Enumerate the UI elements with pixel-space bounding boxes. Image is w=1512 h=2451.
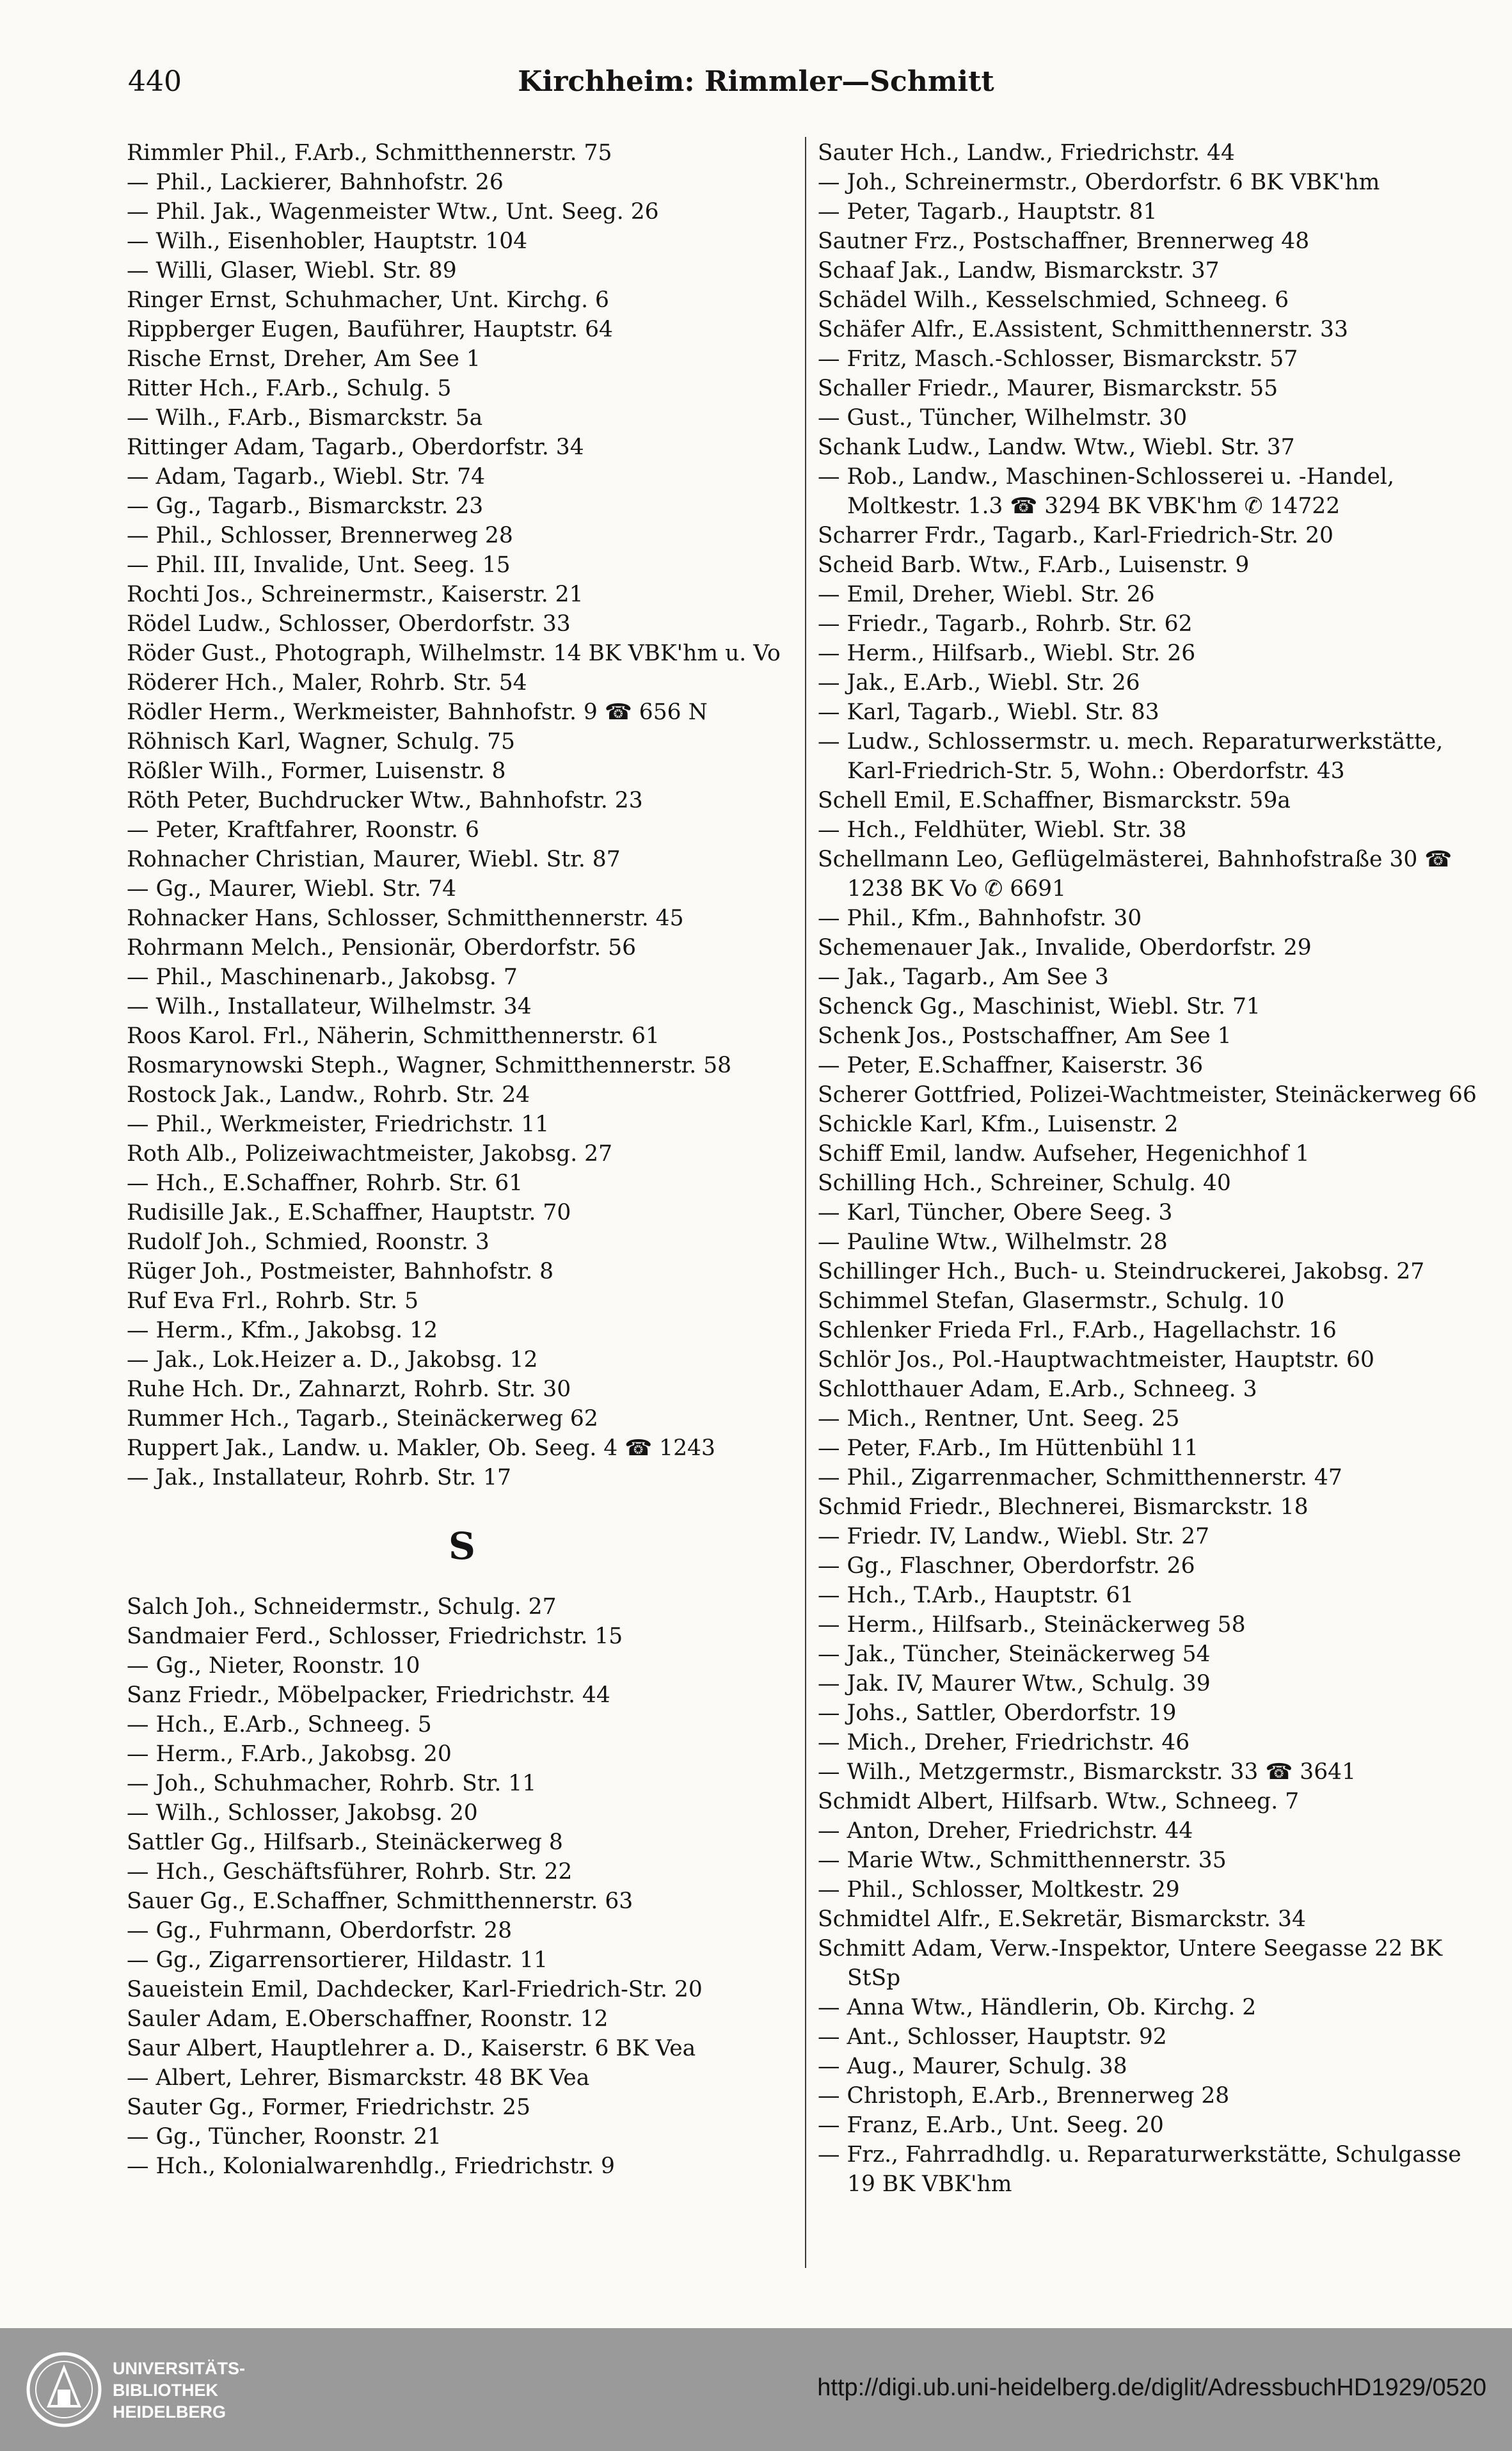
directory-entry: Schellmann Leo, Geflügelmästerei, Bahnhofstraße 30 ☎ 1238 BK Vo ✆ 6691 — [818, 847, 1452, 902]
directory-entry: Roos Karol. Frl., Näherin, Schmitthennerstr. 61 — [127, 1023, 660, 1049]
directory-entry: — Jak., Lok.Heizer a. D., Jakobsg. 12 — [127, 1347, 538, 1373]
directory-entry: — Adam, Tagarb., Wiebl. Str. 74 — [127, 464, 486, 490]
directory-entry: Rödler Herm., Werkmeister, Bahnhofstr. 9 ☎ 656 N — [127, 699, 708, 725]
directory-entry: — Rob., Landw., Maschinen-Schlosserei u. -Handel, Moltkestr. 1.3 ☎ 3294 BK VBK'hm ✆ 14722 — [818, 464, 1394, 519]
directory-entry: Schlotthauer Adam, E.Arb., Schneeg. 3 — [818, 1377, 1257, 1402]
directory-entry: Rippberger Eugen, Bauführer, Hauptstr. 64 — [127, 317, 614, 342]
directory-entry: — Hch., Geschäftsführer, Rohrb. Str. 22 — [127, 1859, 573, 1885]
directory-entry: — Gg., Flaschner, Oberdorfstr. 26 — [818, 1553, 1195, 1579]
directory-entry: — Jak., Tagarb., Am See 3 — [818, 964, 1109, 990]
directory-entry: — Johs., Sattler, Oberdorfstr. 19 — [818, 1700, 1177, 1726]
directory-entry: — Wilh., Metzgermstr., Bismarckstr. 33 ☎ 3641 — [818, 1759, 1357, 1785]
directory-entry: Schilling Hch., Schreiner, Schulg. 40 — [818, 1170, 1231, 1196]
directory-entry: Saueistein Emil, Dachdecker, Karl-Friedrich-Str. 20 — [127, 1977, 703, 2002]
running-head: Kirchheim: Rimmler—Schmitt — [518, 65, 994, 98]
directory-entry: Ritter Hch., F.Arb., Schulg. 5 — [127, 376, 452, 401]
page-header — [0, 65, 1512, 116]
directory-entry: Schank Ludw., Landw. Wtw., Wiebl. Str. 37 — [818, 435, 1295, 460]
directory-entry: Sauer Gg., E.Schaffner, Schmitthennerstr. 63 — [127, 1888, 633, 1914]
directory-entry: — Hch., Kolonialwarenhdlg., Friedrichstr. 9 — [127, 2153, 616, 2179]
directory-entry: — Gg., Fuhrmann, Oberdorfstr. 28 — [127, 1918, 513, 1944]
directory-entry: Rosmarynowski Steph., Wagner, Schmitthennerstr. 58 — [127, 1053, 732, 1078]
directory-entry: — Anton, Dreher, Friedrichstr. 44 — [818, 1818, 1193, 1844]
directory-entry: — Frz., Fahrradhdlg. u. Reparaturwerkstätte, Schulgasse 19 BK VBK'hm — [818, 2142, 1461, 2197]
directory-entry: — Phil., Schlosser, Moltkestr. 29 — [818, 1877, 1180, 1903]
directory-entry: — Peter, Tagarb., Hauptstr. 81 — [818, 199, 1158, 225]
directory-entry: — Anna Wtw., Händlerin, Ob. Kirchg. 2 — [818, 1995, 1257, 2020]
directory-entry: — Phil., Kfm., Bahnhofstr. 30 — [818, 906, 1142, 931]
directory-entry: Schmidtel Alfr., E.Sekretär, Bismarckstr. 34 — [818, 1906, 1306, 1932]
directory-entry: Schickle Karl, Kfm., Luisenstr. 2 — [818, 1112, 1179, 1137]
directory-entry: Rudolf Joh., Schmied, Roonstr. 3 — [127, 1229, 489, 1255]
directory-entry: — Christoph, E.Arb., Brennerweg 28 — [818, 2083, 1230, 2109]
directory-entry: Schlör Jos., Pol.-Hauptwachtmeister, Hauptstr. 60 — [818, 1347, 1374, 1373]
directory-entry: Schmid Friedr., Blechnerei, Bismarckstr. 18 — [818, 1494, 1309, 1520]
directory-entry: Scheid Barb. Wtw., F.Arb., Luisenstr. 9 — [818, 552, 1250, 578]
directory-entry: — Albert, Lehrer, Bismarckstr. 48 BK Vea — [127, 2065, 590, 2091]
footer-bar — [0, 2328, 1512, 2451]
directory-entry: Rößler Wilh., Former, Luisenstr. 8 — [127, 758, 506, 784]
directory-entry: Schiff Emil, landw. Aufseher, Hegenichhof 1 — [818, 1141, 1310, 1167]
directory-entry: — Gust., Tüncher, Wilhelmstr. 30 — [818, 405, 1188, 431]
university-seal-icon — [26, 2349, 102, 2431]
directory-entry: — Herm., Hilfsarb., Steinäckerweg 58 — [818, 1612, 1246, 1638]
directory-entry: Saur Albert, Hauptlehrer a. D., Kaiserstr. 6 BK Vea — [127, 2036, 696, 2061]
directory-entry: — Hch., E.Schaffner, Rohrb. Str. 61 — [127, 1170, 523, 1196]
directory-entry: — Wilh., Eisenhobler, Hauptstr. 104 — [127, 228, 528, 254]
directory-entry: Rudisille Jak., E.Schaffner, Hauptstr. 70 — [127, 1200, 571, 1226]
directory-entry: — Phil., Werkmeister, Friedrichstr. 11 — [127, 1112, 550, 1137]
directory-entry: Rostock Jak., Landw., Rohrb. Str. 24 — [127, 1082, 530, 1108]
directory-entry: — Jak., E.Arb., Wiebl. Str. 26 — [818, 670, 1140, 696]
directory-entry: — Wilh., Schlosser, Jakobsg. 20 — [127, 1800, 478, 1826]
directory-entry: Rohrmann Melch., Pensionär, Oberdorfstr. 56 — [127, 935, 637, 961]
directory-entry: — Phil., Schlosser, Brennerweg 28 — [127, 523, 513, 548]
library-name-line: UNIVERSITÄTS- — [113, 2359, 246, 2378]
directory-entry: Sautner Frz., Postschaffner, Brennerweg 48 — [818, 228, 1310, 254]
directory-entry: Schaller Friedr., Maurer, Bismarckstr. 55 — [818, 376, 1278, 401]
library-name-line: HEIDELBERG — [113, 2402, 227, 2422]
directory-entry: Röderer Hch., Maler, Rohrb. Str. 54 — [127, 670, 527, 696]
library-name — [113, 2358, 245, 2423]
directory-entry: — Herm., Hilfsarb., Wiebl. Str. 26 — [818, 641, 1196, 666]
directory-entry: Rödel Ludw., Schlosser, Oberdorfstr. 33 — [127, 611, 571, 637]
directory-entry: Sattler Gg., Hilfsarb., Steinäckerweg 8 — [127, 1830, 563, 1855]
directory-entry: Röhnisch Karl, Wagner, Schulg. 75 — [127, 729, 515, 754]
directory-entry: Schaaf Jak., Landw, Bismarckstr. 37 — [818, 258, 1220, 283]
directory-entry: Schell Emil, E.Schaffner, Bismarckstr. 59a — [818, 788, 1291, 813]
directory-entry: — Gg., Maurer, Wiebl. Str. 74 — [127, 876, 457, 902]
directory-entry: — Joh., Schuhmacher, Rohrb. Str. 11 — [127, 1771, 537, 1796]
directory-entry: Schillinger Hch., Buch- u. Steindruckerei, Jakobsg. 27 — [818, 1259, 1425, 1284]
directory-entry: — Peter, Kraftfahrer, Roonstr. 6 — [127, 817, 479, 843]
directory-entry: — Joh., Schreinermstr., Oberdorfstr. 6 BK VBK'hm — [818, 170, 1380, 195]
directory-entry: Salch Joh., Schneidermstr., Schulg. 27 — [127, 1594, 557, 1620]
directory-entry: — Phil. Jak., Wagenmeister Wtw., Unt. Seeg. 26 — [127, 199, 659, 225]
directory-entry: — Karl, Tagarb., Wiebl. Str. 83 — [818, 699, 1159, 725]
directory-entry: Rüger Joh., Postmeister, Bahnhofstr. 8 — [127, 1259, 554, 1284]
library-name-line: BIBLIOTHEK — [113, 2381, 218, 2400]
right-column — [818, 138, 1483, 2199]
directory-entry: Rummer Hch., Tagarb., Steinäckerweg 62 — [127, 1406, 598, 1432]
directory-entry: — Friedr., Tagarb., Rohrb. Str. 62 — [818, 611, 1193, 637]
directory-entry: Sauter Gg., Former, Friedrichstr. 25 — [127, 2095, 530, 2120]
directory-entry: Scharrer Frdr., Tagarb., Karl-Friedrich-Str. 20 — [818, 523, 1333, 548]
column-divider — [805, 137, 806, 2268]
directory-entry: — Ludw., Schlossermstr. u. mech. Reparaturwerkstätte, Karl-Friedrich-Str. 5, Wohn.: Oberdorfstr. 43 — [818, 729, 1444, 784]
directory-entry: — Peter, F.Arb., Im Hüttenbühl 11 — [818, 1435, 1198, 1461]
directory-entry: Röth Peter, Buchdrucker Wtw., Bahnhofstr. 23 — [127, 788, 643, 813]
directory-entry: — Wilh., F.Arb., Bismarckstr. 5a — [127, 405, 483, 431]
directory-entry: Schimmel Stefan, Glasermstr., Schulg. 10 — [818, 1288, 1285, 1314]
directory-entry: Sauter Hch., Landw., Friedrichstr. 44 — [818, 140, 1235, 166]
directory-entry: — Hch., Feldhüter, Wiebl. Str. 38 — [818, 817, 1187, 843]
directory-entry: Rohnacker Hans, Schlosser, Schmitthennerstr. 45 — [127, 906, 684, 931]
directory-entry: Sauler Adam, E.Oberschaffner, Roonstr. 12 — [127, 2006, 609, 2032]
directory-entry: — Aug., Maurer, Schulg. 38 — [818, 2054, 1127, 2079]
directory-entry: — Jak., Tüncher, Steinäckerweg 54 — [818, 1641, 1211, 1667]
directory-entry: — Marie Wtw., Schmitthennerstr. 35 — [818, 1848, 1227, 1873]
source-url-link[interactable]: http://digi.ub.uni-heidelberg.de/diglit/AdressbuchHD1929/0520 — [817, 2374, 1486, 2401]
directory-entry: — Gg., Tüncher, Roonstr. 21 — [127, 2124, 442, 2150]
directory-entry: — Gg., Zigarrensortierer, Hildastr. 11 — [127, 1947, 548, 1973]
directory-entry: Roth Alb., Polizeiwachtmeister, Jakobsg. 27 — [127, 1141, 613, 1167]
directory-entry: — Phil., Zigarrenmacher, Schmitthennerstr. 47 — [818, 1465, 1342, 1490]
directory-entry: — Friedr. IV, Landw., Wiebl. Str. 27 — [818, 1524, 1210, 1549]
section-letter-heading: S — [449, 1524, 475, 1568]
left-column — [127, 138, 797, 2181]
directory-entry: Ruppert Jak., Landw. u. Makler, Ob. Seeg. 4 ☎ 1243 — [127, 1435, 715, 1461]
directory-entry: — Wilh., Installateur, Wilhelmstr. 34 — [127, 994, 532, 1019]
directory-entry: — Herm., F.Arb., Jakobsg. 20 — [127, 1741, 452, 1767]
page-number: 440 — [128, 65, 182, 98]
directory-entry: Ruhe Hch. Dr., Zahnarzt, Rohrb. Str. 30 — [127, 1377, 571, 1402]
directory-entry: Rittinger Adam, Tagarb., Oberdorfstr. 34 — [127, 435, 584, 460]
directory-entry: Rochti Jos., Schreinermstr., Kaiserstr. 21 — [127, 582, 584, 607]
directory-entry: Ruf Eva Frl., Rohrb. Str. 5 — [127, 1288, 419, 1314]
directory-entry: Röder Gust., Photograph, Wilhelmstr. 14 BK VBK'hm u. Vo — [127, 641, 781, 666]
directory-entry: Rimmler Phil., F.Arb., Schmitthennerstr. 75 — [127, 140, 612, 166]
directory-entry: Schäfer Alfr., E.Assistent, Schmitthennerstr. 33 — [818, 317, 1348, 342]
directory-entry: Rohnacher Christian, Maurer, Wiebl. Str. 87 — [127, 847, 621, 872]
directory-entry: — Herm., Kfm., Jakobsg. 12 — [127, 1318, 438, 1343]
directory-entry: — Hch., E.Arb., Schneeg. 5 — [127, 1712, 432, 1737]
directory-entry: Schädel Wilh., Kesselschmied, Schneeg. 6 — [818, 287, 1289, 313]
directory-entry: Scherer Gottfried, Polizei-Wachtmeister, Steinäckerweg 66 — [818, 1082, 1477, 1108]
directory-entry: Schmitt Adam, Verw.-Inspektor, Untere Seegasse 22 BK StSp — [818, 1936, 1443, 1991]
directory-entry: — Pauline Wtw., Wilhelmstr. 28 — [818, 1229, 1168, 1255]
directory-entry: — Phil., Lackierer, Bahnhofstr. 26 — [127, 170, 504, 195]
directory-entry: — Phil., Maschinenarb., Jakobsg. 7 — [127, 964, 518, 990]
directory-entry: — Gg., Tagarb., Bismarckstr. 23 — [127, 493, 484, 519]
directory-entry: Schmidt Albert, Hilfsarb. Wtw., Schneeg. 7 — [818, 1789, 1300, 1814]
directory-entry: — Franz, E.Arb., Unt. Seeg. 20 — [818, 2112, 1164, 2138]
directory-entry: Schemenauer Jak., Invalide, Oberdorfstr. 29 — [818, 935, 1312, 961]
directory-entry: Sandmaier Ferd., Schlosser, Friedrichstr. 15 — [127, 1624, 623, 1649]
directory-entry: Schenck Gg., Maschinist, Wiebl. Str. 71 — [818, 994, 1261, 1019]
directory-entry: — Hch., T.Arb., Hauptstr. 61 — [818, 1583, 1134, 1608]
directory-entry: Ringer Ernst, Schuhmacher, Unt. Kirchg. 6 — [127, 287, 609, 313]
directory-entry: Schenk Jos., Postschaffner, Am See 1 — [818, 1023, 1232, 1049]
directory-entry: — Jak., Installateur, Rohrb. Str. 17 — [127, 1465, 511, 1490]
directory-entry: — Willi, Glaser, Wiebl. Str. 89 — [127, 258, 457, 283]
directory-entry: — Ant., Schlosser, Hauptstr. 92 — [818, 2024, 1167, 2050]
directory-entry: — Jak. IV, Maurer Wtw., Schulg. 39 — [818, 1671, 1211, 1697]
directory-entry: — Mich., Dreher, Friedrichstr. 46 — [818, 1730, 1190, 1755]
directory-entry: — Karl, Tüncher, Obere Seeg. 3 — [818, 1200, 1173, 1226]
directory-entry: — Gg., Nieter, Roonstr. 10 — [127, 1653, 420, 1679]
directory-entry: — Phil. III, Invalide, Unt. Seeg. 15 — [127, 552, 511, 578]
directory-entry: — Emil, Dreher, Wiebl. Str. 26 — [818, 582, 1155, 607]
directory-entry: — Fritz, Masch.-Schlosser, Bismarckstr. 57 — [818, 346, 1298, 372]
directory-entry: Rische Ernst, Dreher, Am See 1 — [127, 346, 481, 372]
directory-entry: Sanz Friedr., Möbelpacker, Friedrichstr. 44 — [127, 1682, 610, 1708]
directory-entry: Schlenker Frieda Frl., F.Arb., Hagellachstr. 16 — [818, 1318, 1337, 1343]
directory-entry: — Peter, E.Schaffner, Kaiserstr. 36 — [818, 1053, 1204, 1078]
directory-entry: — Mich., Rentner, Unt. Seeg. 25 — [818, 1406, 1180, 1432]
